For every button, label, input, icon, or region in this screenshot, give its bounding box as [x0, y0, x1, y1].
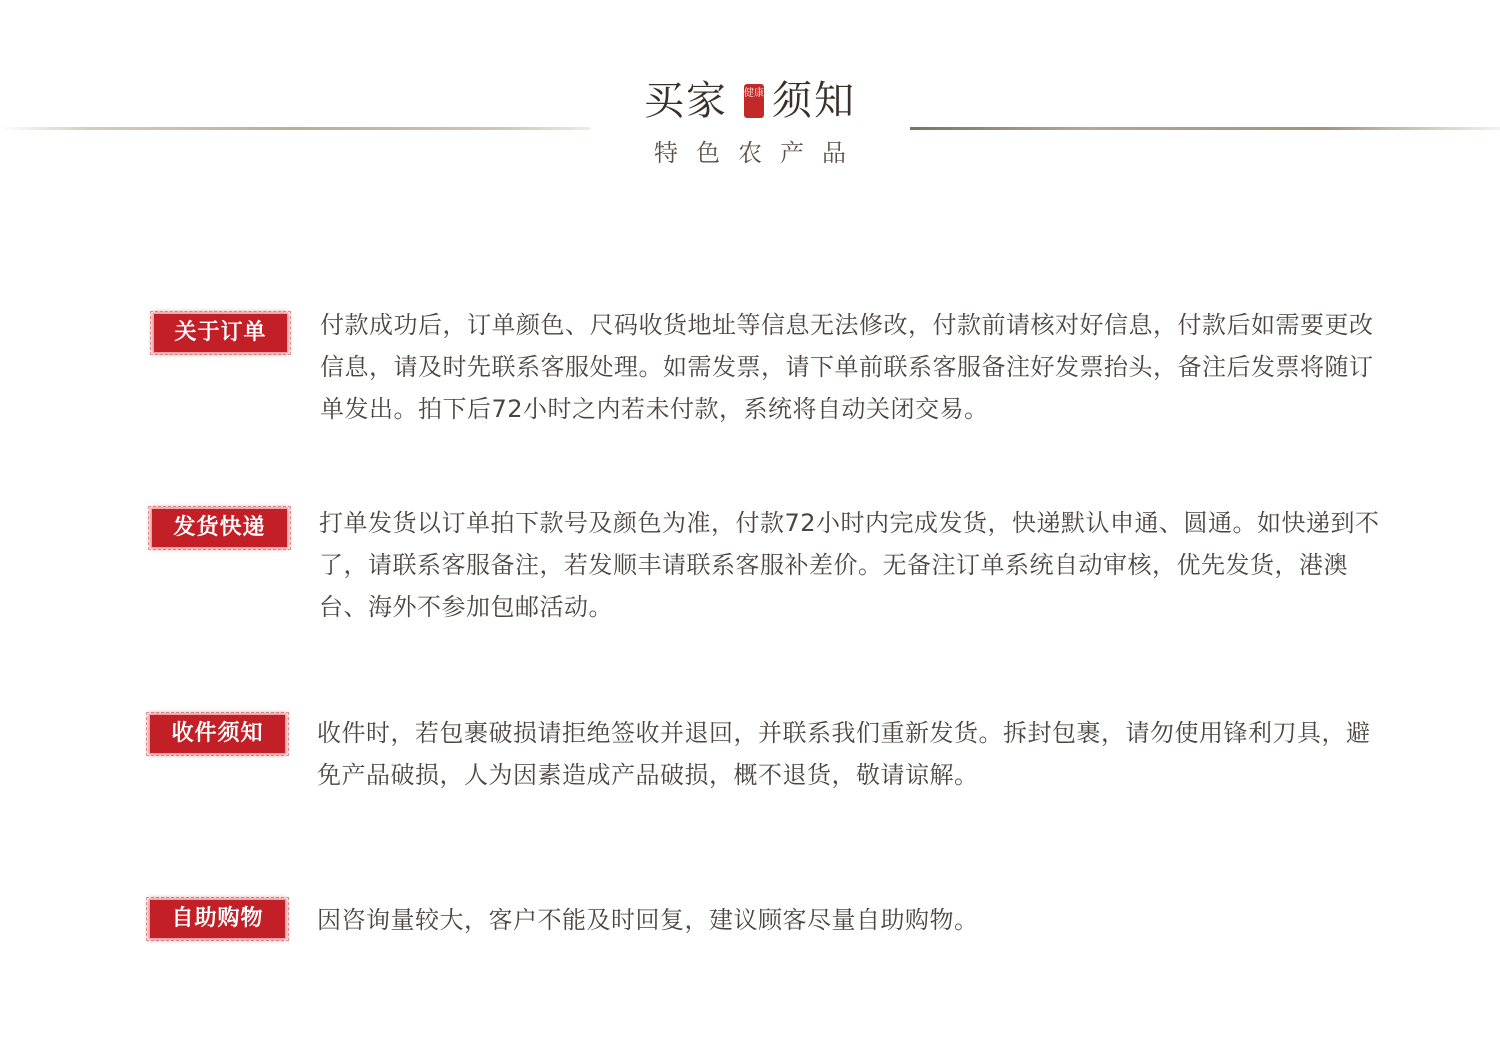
section-tag-self-service: 自助购物 [149, 899, 286, 939]
title-right: 须知 [772, 78, 856, 124]
section-tag-shipping: 发货快递 [151, 508, 288, 548]
page-title [0, 70, 1500, 129]
section-text-receiving: 收件时，若包裹破损请拒绝签收并退回，并联系我们重新发货。拆封包裹，请勿使用锋利刀具，避免产品破损，人为因素造成产品破损，概不退货，敬请谅解。 [317, 719, 1371, 789]
seal-stamp-icon: 健康 [744, 84, 764, 118]
section-tag-receiving: 收件须知 [149, 714, 286, 754]
section-text-self-service: 因咨询量较大，客户不能及时回复，建议顾客尽量自助购物。 [317, 906, 979, 934]
section-text-shipping: 打单发货以订单拍下款号及颜色为准，付款72小时内完成发货，快递默认申通、圆通。如快递到不了，请联系客服备注，若发顺丰请联系客服补差价。无备注订单系统自动审核，优先发货，港澳台、海外不参加包邮活动。 [319, 509, 1380, 621]
title-left: 买家 [644, 78, 728, 124]
section-tag-order: 关于订单 [153, 313, 288, 353]
page-subtitle: 特色农产品 [654, 139, 864, 167]
page-header [0, 0, 1500, 200]
section-text-order: 付款成功后，订单颜色、尺码收货地址等信息无法修改，付款前请核对好信息，付款后如需要更改信息，请及时先联系客服处理。如需发票，请下单前联系客服备注好发票抬头，备注后发票将随订单发出。拍下后72小时之内若未付款，系统将自动关闭交易。 [320, 311, 1374, 423]
